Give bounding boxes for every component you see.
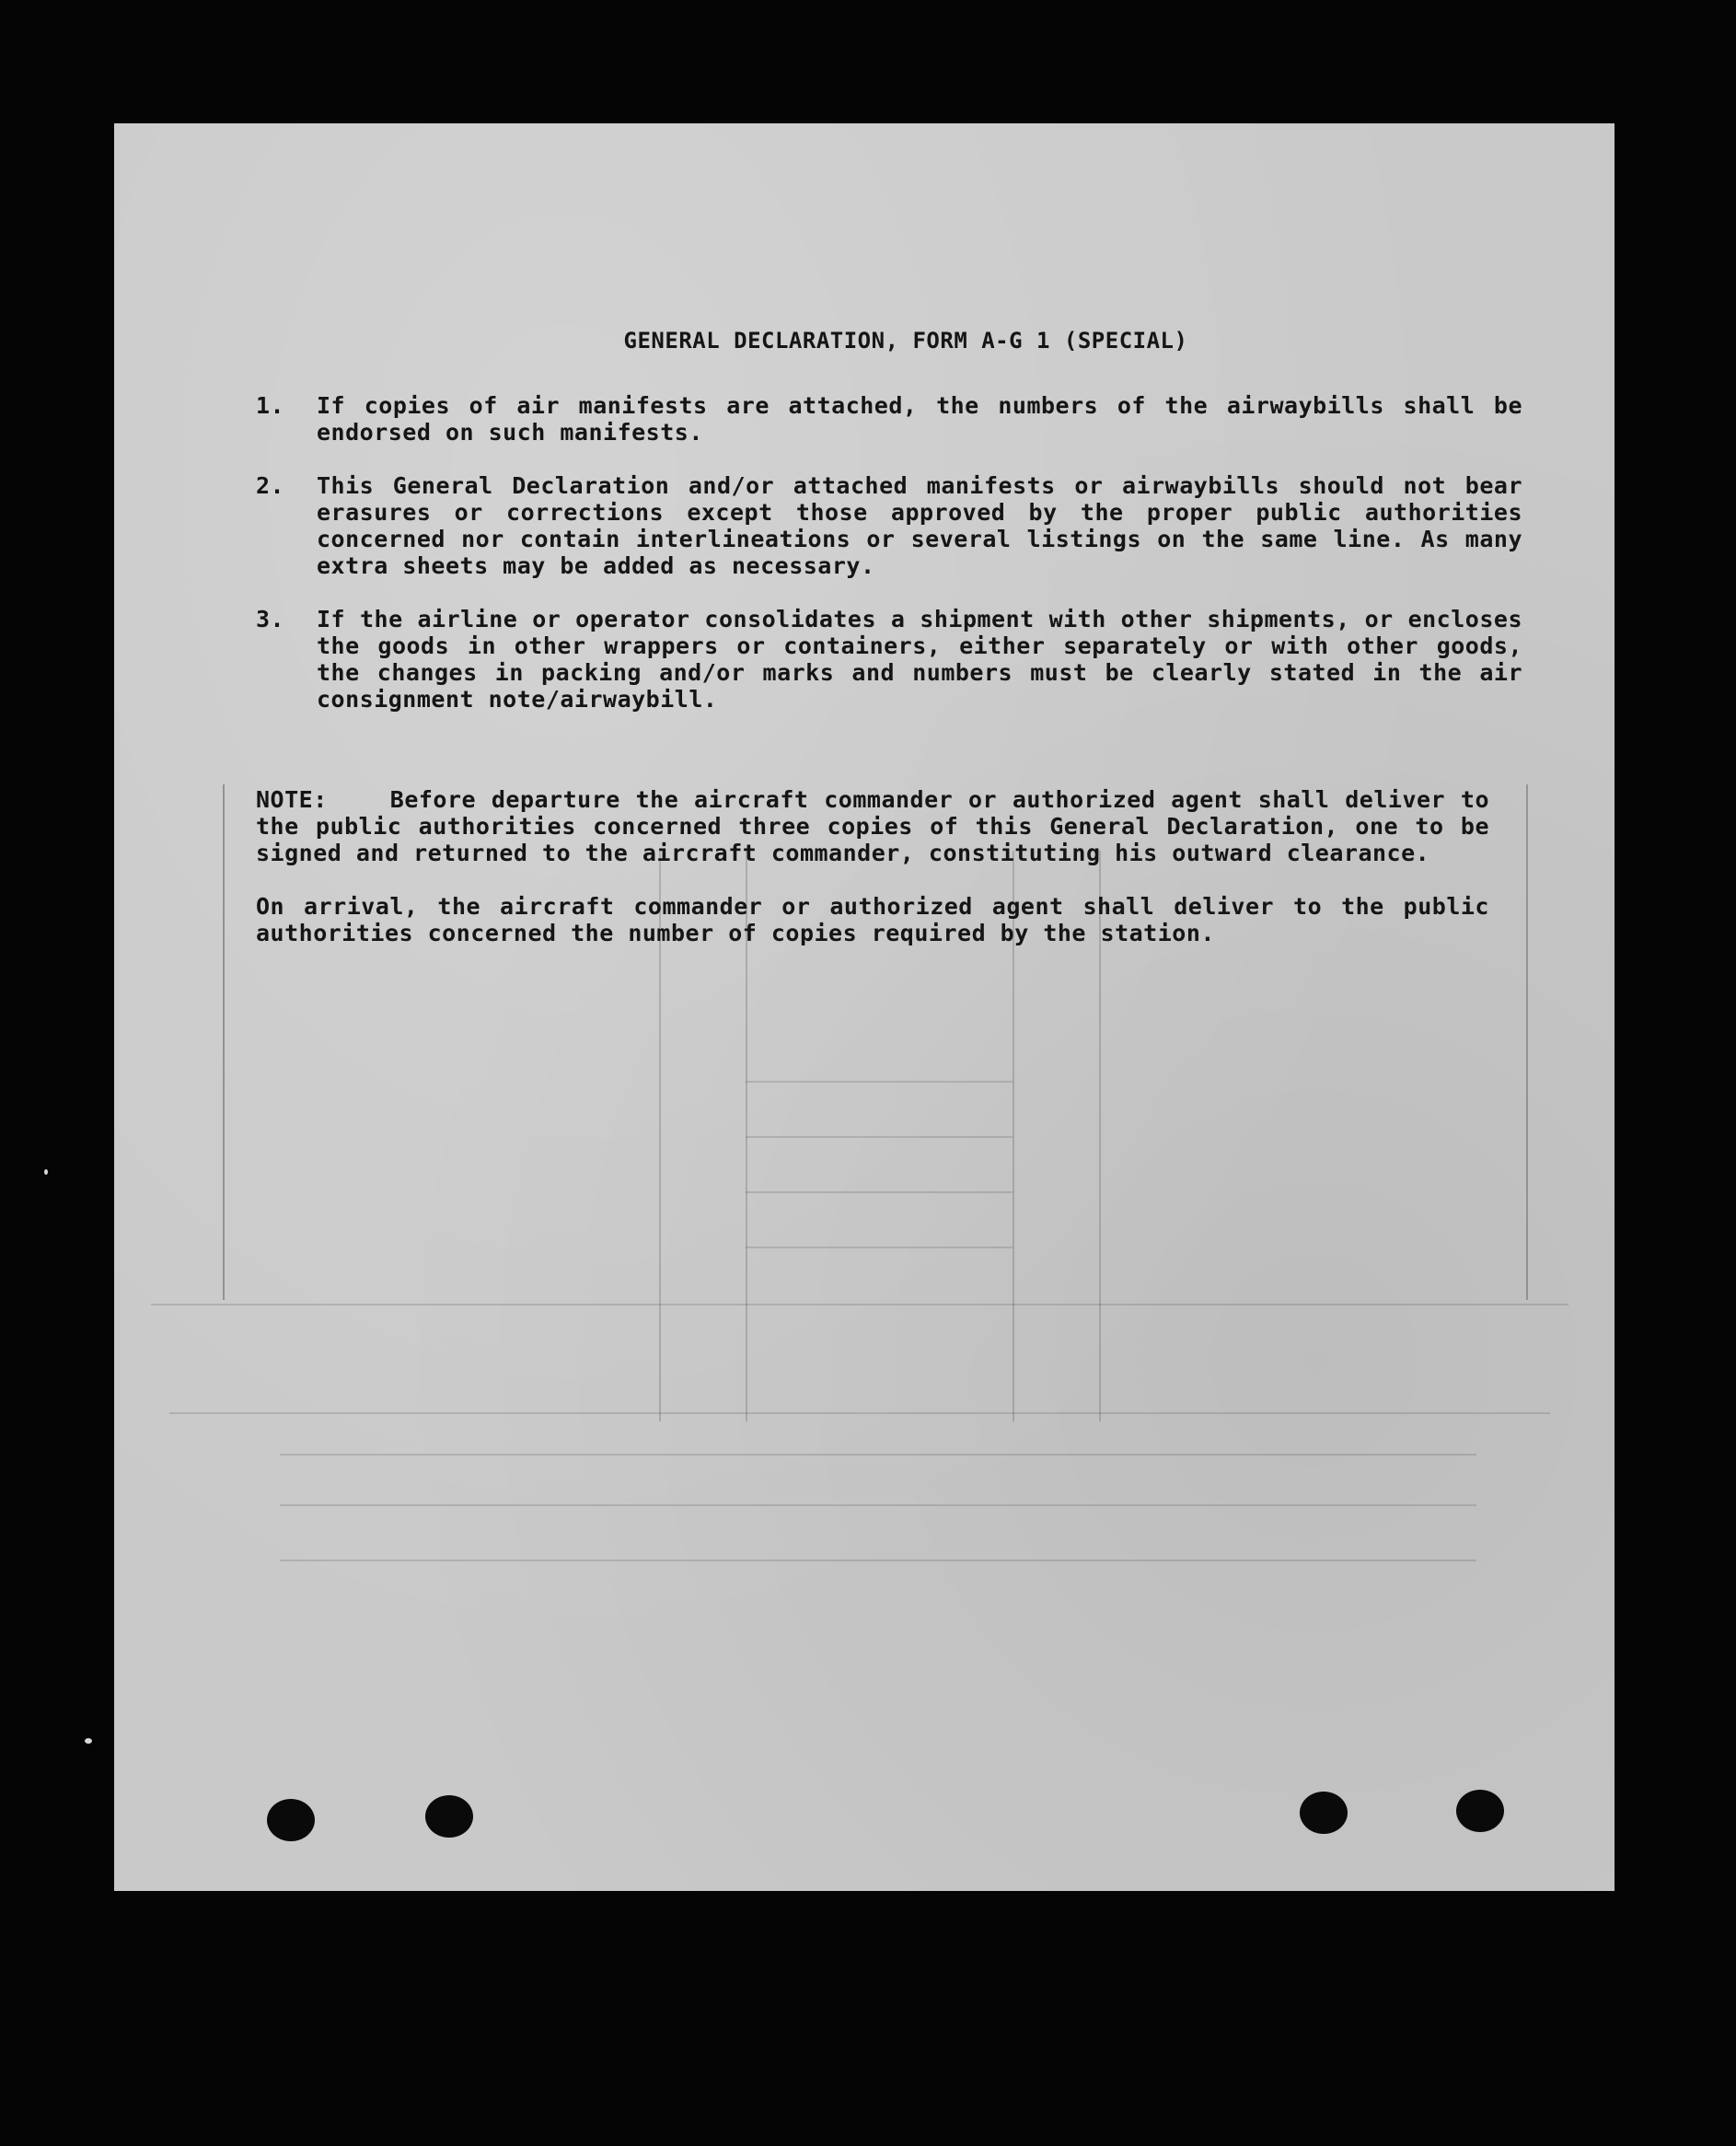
note-section — [256, 786, 1489, 973]
punch-hole — [267, 1799, 315, 1841]
note-paragraph — [256, 786, 1489, 866]
note-text: Before departure the aircraft commander or authorized agent shall deliver to the public authorities concerned three copies of this General Declaration, one to be signed and returned to the aircraft commander, constituting his outward clearance. — [256, 786, 1489, 866]
note-label: NOTE: — [256, 786, 328, 813]
bleed-through-line — [280, 1454, 1476, 1456]
item-number: 1. — [256, 392, 285, 419]
dust-speck — [85, 1738, 92, 1744]
instructions — [252, 328, 1522, 739]
item-number: 2. — [256, 472, 285, 499]
arrival-paragraph: On arrival, the aircraft commander or authorized agent shall deliver to the public authorities concerned the number of copies required by the station. — [256, 893, 1489, 946]
bleed-through-line — [151, 1304, 1568, 1305]
item-text: This General Declaration and/or attached manifests or airwaybills should not bear erasures or corrections except those approved by the proper public authorities concerned nor contain interlineations or several listings on the same line. As many extra sheets may be added as necessary. — [317, 472, 1522, 579]
bleed-through-line — [280, 1504, 1476, 1506]
dust-speck — [44, 1169, 48, 1175]
punch-hole — [425, 1795, 473, 1838]
punch-hole — [1456, 1790, 1504, 1832]
punch-hole — [1300, 1792, 1348, 1834]
item-text: If the airline or operator consolidates a shipment with other shipments, or encloses the goods in other wrappers or containers, either separately or with other goods, the changes in packing and/or marks and numbers must be clearly stated in the air consignment note/airwaybill. — [317, 606, 1522, 713]
item-number: 3. — [256, 606, 285, 632]
list-item — [252, 392, 1522, 446]
page-title: GENERAL DECLARATION, FORM A-G 1 (SPECIAL) — [623, 328, 1188, 354]
list-item — [252, 472, 1522, 579]
bleed-through-line — [280, 1560, 1476, 1561]
item-text: If copies of air manifests are attached, the numbers of the airwaybills shall be endorsed on such manifests. — [317, 392, 1522, 446]
bleed-through-line — [169, 1412, 1550, 1414]
list-item — [252, 606, 1522, 713]
document-page — [114, 123, 1614, 1891]
